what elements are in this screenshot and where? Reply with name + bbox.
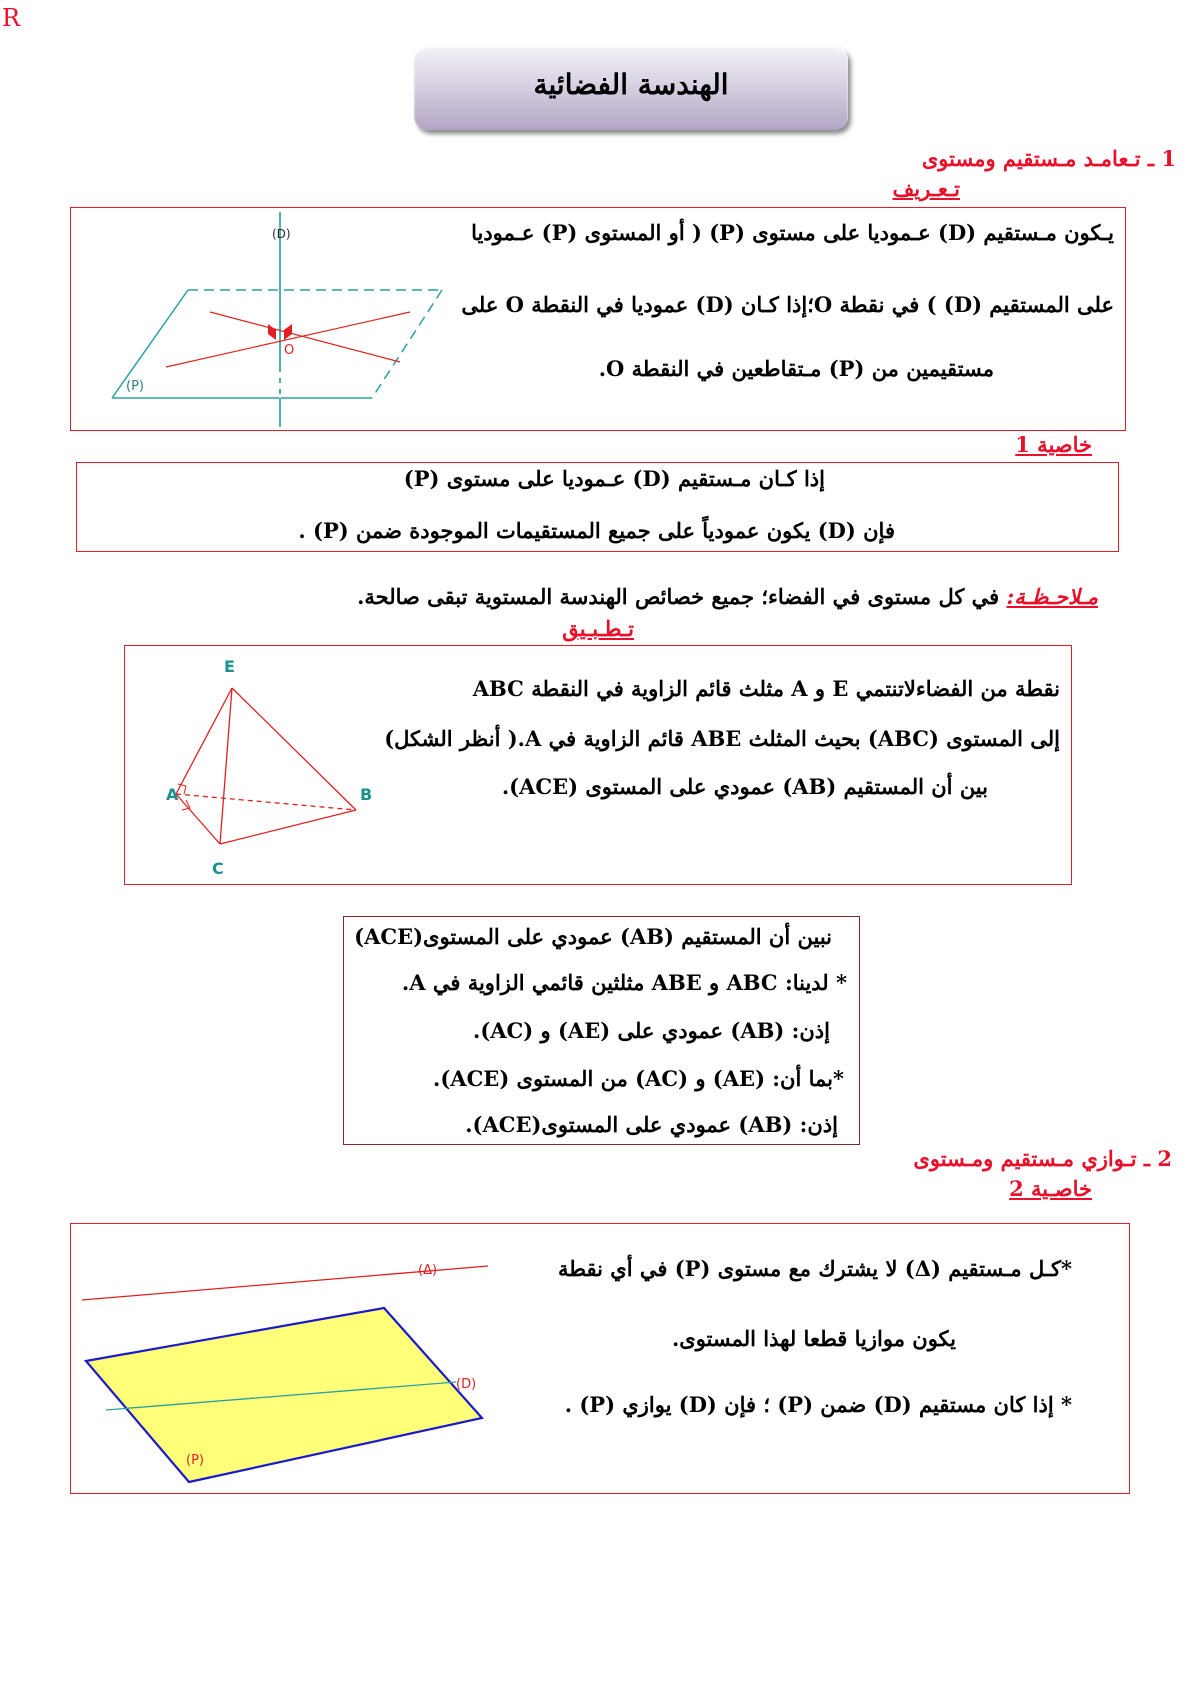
definition-line-3: مستقيمين من (P) مـتقاطعين في النقطة O. — [598, 356, 994, 381]
label-B: B — [360, 785, 373, 804]
property1-heading: خاصية 1 — [1015, 432, 1092, 457]
application-line-1: ABC مثلث قائم الزاوية في النقطة A و E نقطة من الفضاءلاتنتمي — [472, 676, 1060, 701]
property2-line-3: * إذا كان مستقيم (D) ضمن (P) ؛ فإن (D) يوازي (P) . — [564, 1392, 1072, 1417]
application-heading: تـطـبـيق — [562, 616, 634, 641]
solution-line-3: إذن: (AB) عمودي على (AE) و (AC). — [473, 1018, 830, 1043]
section1-heading: 1 ـ تـعامـد مـستقيم ومستوى — [921, 146, 1176, 171]
label-P: (P) — [186, 1453, 204, 1468]
definition-line-2: على المستقيم (D) ) في نقطة O؛إذا كـان (D) عموديا في النقطة O على — [461, 292, 1114, 317]
remark-label: مـلاحـظـة: — [1006, 584, 1098, 609]
application-line-2: إلى المستوى (ABC) بحيث المثلث ABE قائم الزاوية في A.( أنظر الشكل) — [384, 726, 1060, 751]
label-C: C — [212, 859, 224, 878]
label-P: (P) — [126, 379, 144, 394]
label-D: (D) — [272, 227, 291, 241]
line-in-plane-1 — [166, 312, 410, 367]
tetrahedron-figure — [150, 650, 400, 882]
solution-line-2: * لدينا: ABC و ABE مثلثين قائمي الزاوية في A. — [401, 970, 847, 995]
remark-text: في كل مستوى في الفضاء؛ جميع خصائص الهندسة المستوية تبقى صالحة. — [357, 584, 1000, 609]
label-O: O — [284, 343, 295, 358]
label-A: A — [166, 785, 179, 804]
corner-mark: R — [2, 4, 21, 32]
parallel-line-plane-figure — [78, 1250, 498, 1490]
section2-heading: 2 ـ تـوازي مـستقيم ومـستوى — [913, 1146, 1172, 1171]
definition-heading: تـعـريف — [892, 176, 960, 201]
property2-heading: خاصـية 2 — [1009, 1176, 1092, 1201]
property2-line-1: *كـل مـستقيم (Δ) لا يشترك مع مستوى (P) في أي نقطة — [558, 1256, 1072, 1281]
property1-line-2: فإن (D) يكون عمودياً على جميع المستقيمات الموجودة ضمن (P) . — [298, 518, 895, 543]
plane-P — [86, 1308, 482, 1482]
line-in-plane-2 — [210, 312, 400, 362]
solution-line-5: إذن: (AB) عمودي على المستوى(ACE). — [465, 1112, 838, 1137]
label-D: (D) — [456, 1377, 477, 1392]
label-delta: (Δ) — [418, 1263, 438, 1278]
page-title: الهندسة الفضائية — [533, 68, 729, 101]
perpendicular-line-plane-figure — [100, 212, 460, 427]
label-E: E — [224, 657, 235, 676]
solution-line-4: *بما أن: (AE) و (AC) من المستوى (ACE). — [433, 1066, 844, 1091]
title-banner — [414, 46, 848, 130]
application-line-3: بين أن المستقيم (AB) عمودي على المستوى (ACE). — [501, 774, 988, 799]
property1-line-1: إذا كـان مـستقيم (D) عـموديا على مستوى (P) — [403, 466, 825, 491]
property2-line-2: يكون موازيا قطعا لهذا المستوى. — [671, 1326, 956, 1351]
definition-line-1: يـكون مـستقيم (D) عـموديا على مستوى (P) ( أو المستوى (P) عـموديا — [471, 220, 1114, 245]
remark — [357, 584, 1098, 609]
solution-line-1: نبين أن المستقيم (AB) عمودي على المستوى(ACE) — [354, 924, 832, 949]
